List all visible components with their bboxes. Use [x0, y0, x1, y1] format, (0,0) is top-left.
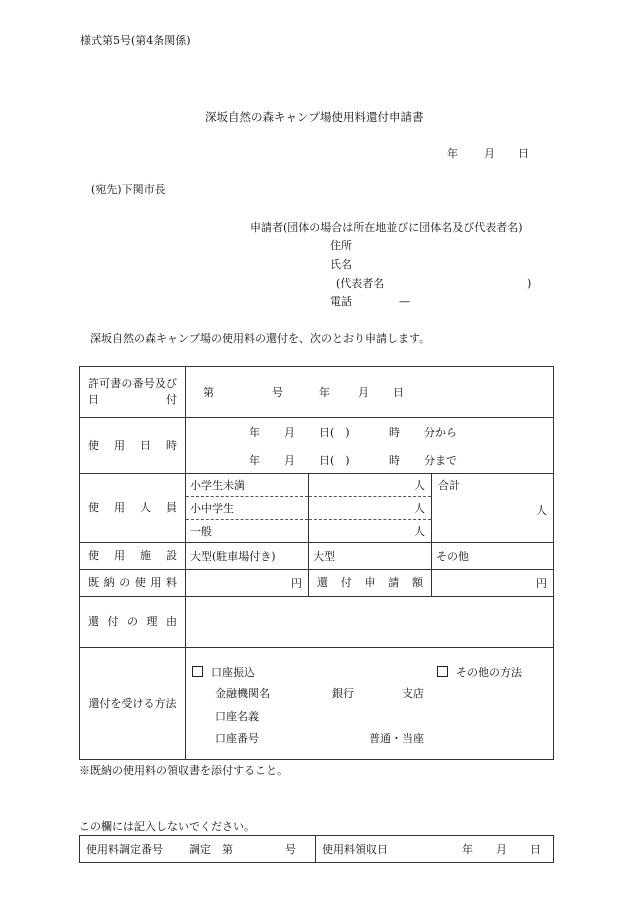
permit-month: 月 — [358, 386, 369, 399]
permit-no-suffix: 号 — [272, 386, 283, 399]
applicant-phone-label: 電話 — [330, 295, 352, 308]
usage-end-hour: 時 — [389, 454, 400, 467]
facility-label: 使用施設 — [80, 543, 186, 570]
method-other-option[interactable] — [437, 666, 522, 678]
refund-amount-value[interactable]: 円 — [432, 570, 554, 597]
phone-dash: — — [399, 295, 410, 308]
paid-fee-label: 既納の使用料 — [80, 570, 186, 597]
account-holder-label: 口座名義 — [215, 710, 259, 723]
receipt-year: 年 — [462, 843, 473, 856]
receipt-date-label: 使用料領収日 — [322, 843, 388, 856]
adjust-number-label: 使用料調定番号 — [86, 843, 163, 856]
permit-label: 許可書の番号及び日付 — [80, 367, 186, 418]
branch-suffix: 支店 — [402, 687, 424, 700]
users-category-under-elementary: 小学生未満 — [186, 474, 309, 497]
attachment-note: ※既納の使用料の領収書を添付すること。 — [79, 764, 288, 777]
usage-end-month: 月 — [284, 454, 295, 467]
method-transfer-label: 口座振込 — [211, 666, 255, 679]
users-count-general[interactable]: 人 — [309, 520, 432, 543]
account-type[interactable]: 普通・当座 — [369, 732, 424, 745]
users-category-students: 小中学生 — [186, 497, 309, 520]
other-checkbox[interactable] — [437, 666, 448, 677]
users-category-general: 一般 — [186, 520, 309, 543]
form-number: 様式第5号(第4条関係) — [80, 34, 191, 47]
method-transfer-option[interactable] — [192, 666, 255, 678]
office-use-table — [79, 835, 554, 863]
date-year-label: 年 — [447, 147, 458, 160]
permit-day: 日 — [393, 386, 404, 399]
reason-field[interactable] — [186, 597, 554, 648]
transfer-checkbox[interactable] — [192, 666, 203, 677]
permit-no-prefix: 第 — [203, 386, 214, 399]
receipt-day: 日 — [530, 843, 541, 856]
date-month-label: 月 — [484, 147, 495, 160]
applicant-heading: 申請者(団体の場合は所在地並びに団体名及び代表者名) — [250, 221, 523, 234]
applicant-address-label: 住所 — [330, 239, 352, 252]
intro-text: 深坂自然の森キャンプ場の使用料の還付を、次のとおり申請します。 — [90, 332, 431, 345]
applicant-representative-label: (代表者名 — [336, 277, 385, 290]
date-day-label: 日 — [518, 147, 529, 160]
users-label: 使用人員 — [80, 474, 186, 543]
representative-close-paren: ) — [527, 277, 532, 290]
facility-large[interactable]: 大型 — [309, 543, 432, 570]
users-total-cell[interactable] — [432, 474, 554, 543]
paid-fee-value[interactable]: 円 — [186, 570, 309, 597]
usage-datetime-cell[interactable] — [186, 418, 554, 474]
method-label: 還付を受ける方法 — [80, 648, 186, 760]
users-total-label: 合計 — [438, 479, 460, 492]
refund-amount-label: 還付申請額 — [309, 570, 432, 597]
usage-end-year: 年 — [249, 454, 260, 467]
permit-cell[interactable] — [186, 367, 554, 418]
office-use-notice: この欄には記入しないでください。 — [79, 820, 255, 833]
method-other-label: その他の方法 — [456, 666, 522, 679]
facility-large-parking[interactable]: 大型(駐車場付き) — [186, 543, 309, 570]
account-number-label: 口座番号 — [215, 732, 259, 745]
usage-end-minute: 分まで — [424, 454, 457, 467]
users-total-unit: 人 — [536, 504, 548, 517]
page-title: 深坂自然の森キャンプ場使用料還付申請書 — [205, 110, 424, 124]
users-count-under-elementary[interactable]: 人 — [309, 474, 432, 497]
adjust-prefix: 調定 第 — [189, 843, 233, 856]
applicant-name-label: 氏名 — [330, 258, 352, 271]
usage-start-month: 月 — [284, 426, 295, 439]
users-count-students[interactable]: 人 — [309, 497, 432, 520]
usage-start-year: 年 — [249, 426, 260, 439]
facility-other[interactable]: その他 — [432, 543, 554, 570]
adjust-suffix: 号 — [285, 843, 296, 856]
addressee: (宛先)下関市長 — [91, 183, 166, 196]
refund-application-table — [79, 366, 554, 760]
method-cell — [186, 648, 554, 760]
bank-label: 金融機関名 — [215, 687, 270, 700]
usage-start-minute: 分から — [424, 426, 457, 439]
receipt-date-cell — [316, 836, 554, 863]
permit-year: 年 — [319, 386, 330, 399]
bank-suffix: 銀行 — [332, 687, 354, 700]
usage-datetime-label: 使用日時 — [80, 418, 186, 474]
usage-start-day: 日( ) — [319, 426, 350, 439]
receipt-month: 月 — [496, 843, 507, 856]
adjust-number-cell — [80, 836, 316, 863]
usage-end-day: 日( ) — [319, 454, 350, 467]
reason-label: 還付の理由 — [80, 597, 186, 648]
usage-start-hour: 時 — [389, 426, 400, 439]
